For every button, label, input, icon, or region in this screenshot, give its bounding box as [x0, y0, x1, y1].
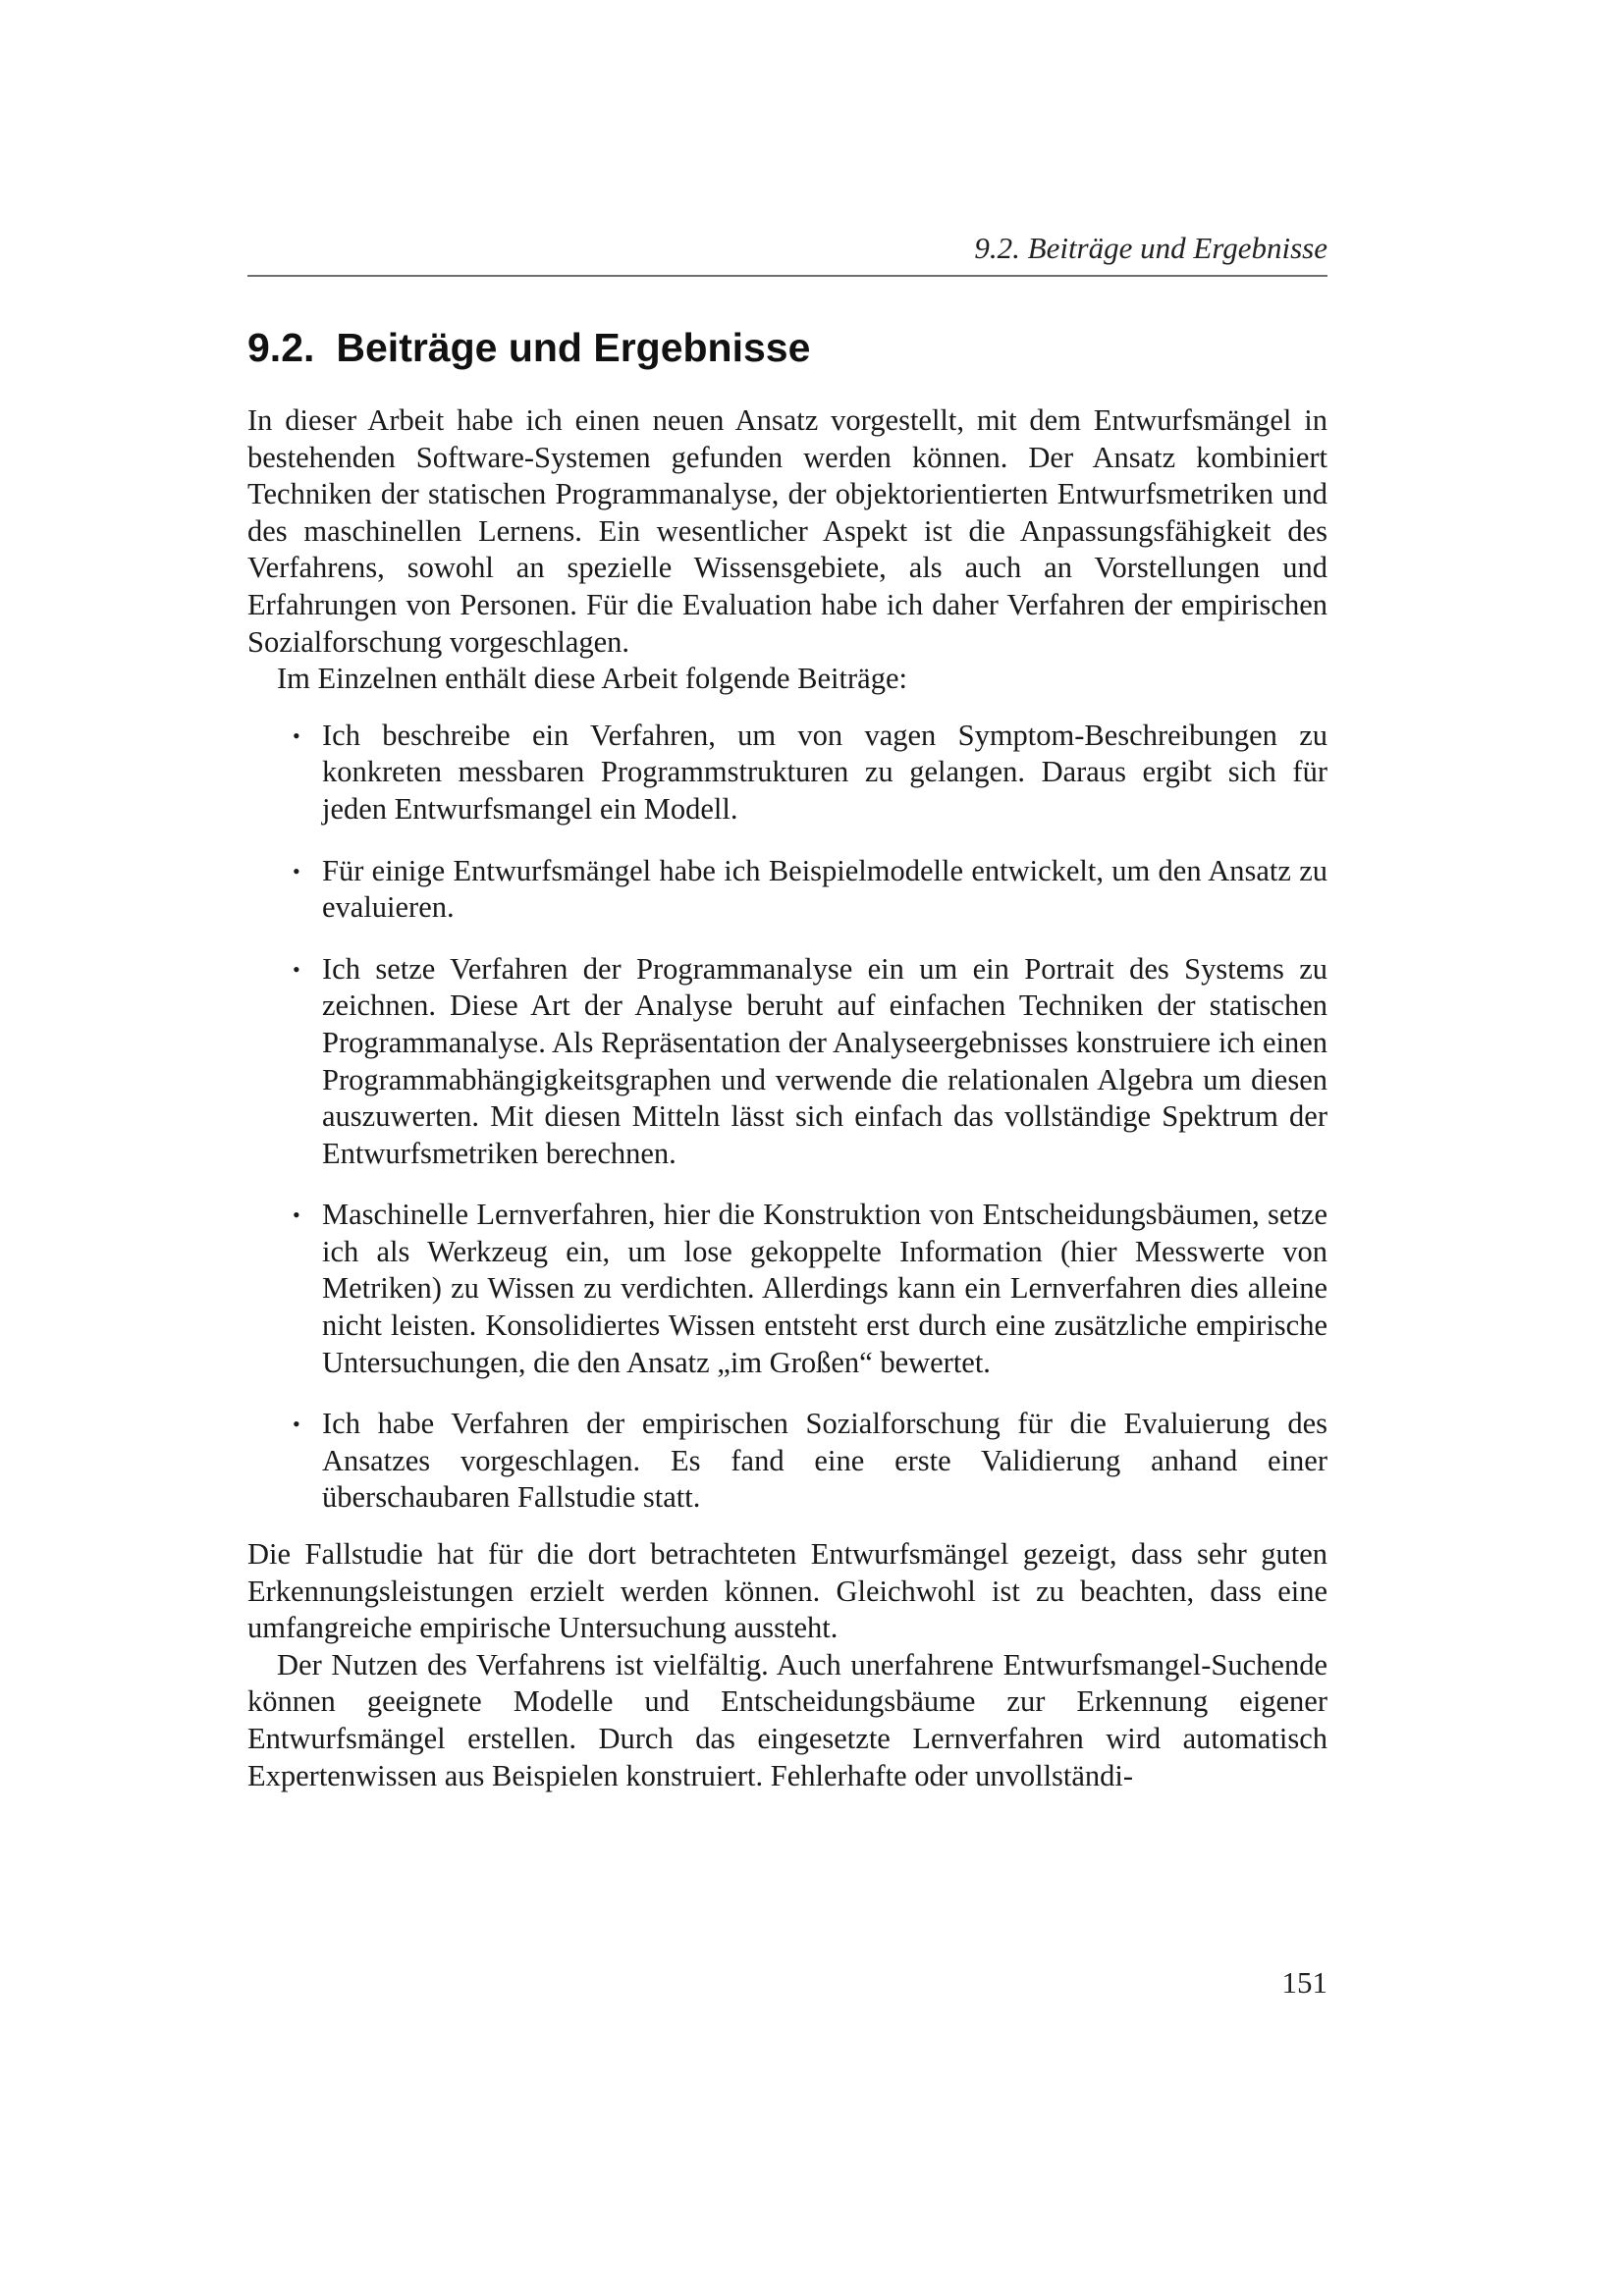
- bullet-icon: •: [293, 1412, 300, 1437]
- bullet-icon: •: [293, 956, 300, 982]
- case-study-paragraph: Die Fallstudie hat für die dort betrachteten Entwurfsmängel gezeigt, dass sehr guten Erkennungsleistungen erzielt werden können. Gleichwohl ist zu beachten, dass eine umfangreiche empirische Untersuchung aussteht.: [247, 1537, 1327, 1645]
- section-title: Beiträge und Ergebnisse: [336, 325, 811, 370]
- list-item: [293, 1406, 1327, 1517]
- section-heading: [247, 324, 810, 371]
- list-item-text: Ich setze Verfahren der Programmanalyse ein um ein Portrait des Systems zu zeichnen. Diese Art der Analyse beruht auf einfachen Techniken der statischen Programmanalyse. Als Repräsentation der Analyseergebnisses konstruiere ich einen Programmabhängigkeitsgraphen und verwende die relationalen Algebra um diesen auszuwerten. Mit diesen Mitteln lässt sich einfach das vollständige Spektrum der Entwurfsmetriken berechnen.: [322, 951, 1327, 1170]
- bullet-icon: •: [293, 858, 300, 883]
- intro-paragraph: In dieser Arbeit habe ich einen neuen Ansatz vorgestellt, mit dem Entwurfsmängel in bestehenden Software-Systemen gefunden werden können. Der Ansatz kombiniert Techniken der statischen Programmanalyse, der objektorientierten Entwurfsmetriken und des maschinellen Lernens. Ein wesentlicher Aspekt ist die Anpassungsfähigkeit des Verfahrens, sowohl an spezielle Wissensgebiete, als auch an Vorstellungen und Erfahrungen von Personen. Für die Evaluation habe ich daher Verfahren der empirischen Sozialforschung vorgeschlagen.: [247, 403, 1327, 659]
- list-item: [293, 718, 1327, 828]
- list-item: [293, 853, 1327, 927]
- bullet-icon: •: [293, 722, 300, 748]
- section-number: 9.2.: [247, 325, 315, 370]
- bullet-icon: •: [293, 1202, 300, 1228]
- list-item-text: Ich beschreibe ein Verfahren, um von vagen Symptom-Beschreibungen zu konkreten messbaren Programmstrukturen zu gelangen. Daraus ergibt sich für jeden Entwurfsmangel ein Modell.: [322, 718, 1327, 826]
- list-item: [293, 1197, 1327, 1381]
- running-header-title: 9.2. Beiträge und Ergebnisse: [974, 231, 1327, 265]
- list-intro-paragraph: Im Einzelnen enthält diese Arbeit folgende Beiträge:: [277, 662, 907, 696]
- benefit-paragraph: Der Nutzen des Verfahrens ist vielfältig. Auch unerfahrene Entwurfsmangel-Suchende können geeignete Modelle und Entscheidungsbäume zur Erkennung eigener Entwurfsmängel erstellen. Durch das eingesetzte Lernverfahren wird automatisch Expertenwissen aus Beispielen konstruiert. Fehlerhafte oder unvollständi-: [247, 1647, 1327, 1792]
- running-header: [247, 232, 1327, 277]
- list-item-text: Für einige Entwurfsmängel habe ich Beispielmodelle entwickelt, um den Ansatz zu evaluieren.: [322, 853, 1327, 925]
- list-item-text: Ich habe Verfahren der empirischen Sozialforschung für die Evaluierung des Ansatzes vorgeschlagen. Es fand eine erste Validierung anhand einer überschaubaren Fallstudie statt.: [322, 1407, 1327, 1515]
- page-number: 151: [1281, 1965, 1327, 2000]
- contributions-list: [247, 718, 1327, 1517]
- list-item-text: Maschinelle Lernverfahren, hier die Konstruktion von Entscheidungsbäumen, setze ich als Werkzeug ein, um lose gekoppelte Information (hier Messwerte von Metriken) zu Wissen zu verdichten. Allerdings kann ein Lernverfahren dies alleine nicht leisten. Konsolidiertes Wissen entsteht erst durch eine zusätzliche empirische Untersuchungen, die den Ansatz „im Großen“ bewertet.: [322, 1198, 1327, 1379]
- body-text: [247, 402, 1327, 1794]
- list-item: [293, 951, 1327, 1173]
